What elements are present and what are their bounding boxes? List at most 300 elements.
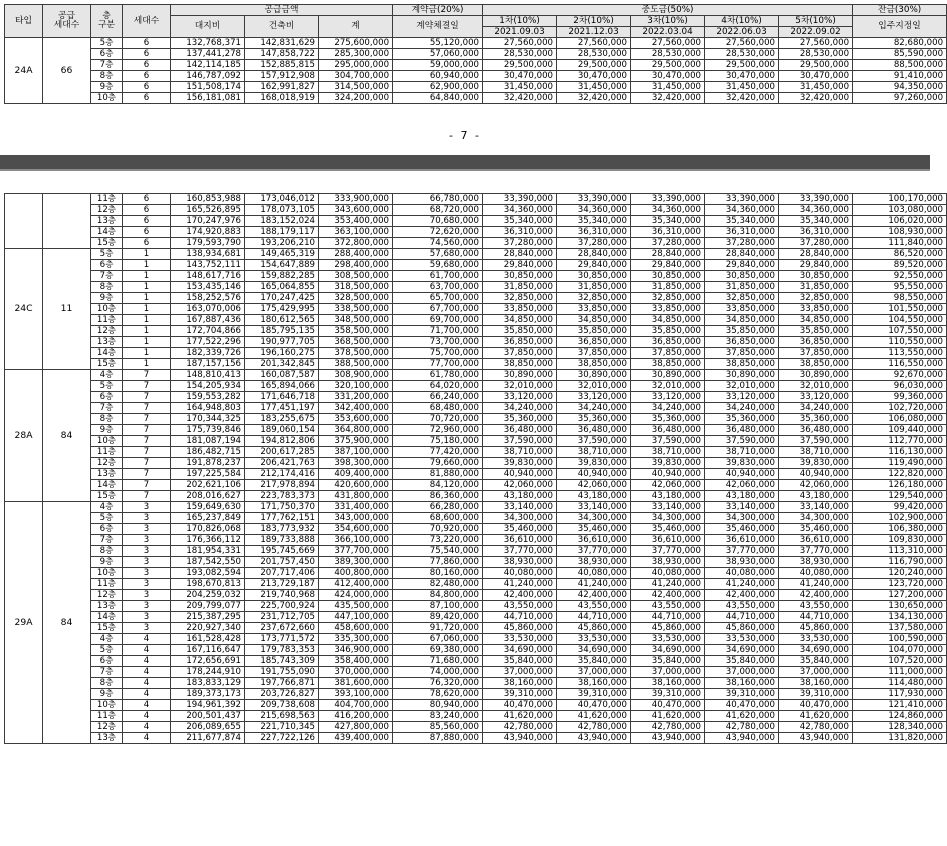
cell-land: 165,237,849	[171, 513, 245, 524]
cell-floor: 15층	[91, 623, 123, 634]
cell-contract: 80,160,000	[393, 568, 483, 579]
cell-interim-2: 36,310,000	[557, 227, 631, 238]
cell-total: 427,800,000	[319, 722, 393, 733]
cell-total: 308,500,000	[319, 271, 393, 282]
cell-interim-4: 35,340,000	[705, 216, 779, 227]
table-row	[5, 271, 947, 282]
cell-interim-3: 37,000,000	[631, 667, 705, 678]
cell-total: 338,500,000	[319, 304, 393, 315]
table-row	[5, 700, 947, 711]
cell-interim-5: 34,240,000	[779, 403, 853, 414]
cell-land: 187,542,550	[171, 557, 245, 568]
cell-units: 6	[123, 49, 171, 60]
cell-interim-5: 38,160,000	[779, 678, 853, 689]
cell-interim-5: 32,420,000	[779, 93, 853, 104]
cell-interim-2: 37,280,000	[557, 238, 631, 249]
cell-floor: 8층	[91, 71, 123, 82]
cell-contract: 77,420,000	[393, 447, 483, 458]
table-body-page-top	[5, 38, 947, 104]
price-table-continued	[4, 193, 947, 744]
cell-floor: 12층	[91, 326, 123, 337]
cell-interim-3: 41,240,000	[631, 579, 705, 590]
table-row	[5, 568, 947, 579]
cell-interim-3: 35,460,000	[631, 524, 705, 535]
table-row	[5, 49, 947, 60]
cell-contract: 61,780,000	[393, 370, 483, 381]
cell-interim-4: 43,180,000	[705, 491, 779, 502]
cell-balance: 116,790,000	[853, 557, 947, 568]
cell-total: 295,000,000	[319, 60, 393, 71]
header-supply-price: 공급금액	[171, 5, 393, 16]
cell-units: 6	[123, 238, 171, 249]
cell-interim-3: 32,010,000	[631, 381, 705, 392]
cell-interim-5: 38,710,000	[779, 447, 853, 458]
cell-floor: 7층	[91, 403, 123, 414]
cell-interim-2: 29,840,000	[557, 260, 631, 271]
cell-balance: 126,180,000	[853, 480, 947, 491]
cell-interim-4: 39,310,000	[705, 689, 779, 700]
cell-interim-4: 35,850,000	[705, 326, 779, 337]
cell-units: 6	[123, 93, 171, 104]
cell-interim-5: 38,850,000	[779, 359, 853, 370]
cell-interim-1: 39,310,000	[483, 689, 557, 700]
cell-interim-1: 32,010,000	[483, 381, 557, 392]
cell-interim-1: 28,530,000	[483, 49, 557, 60]
cell-units: 3	[123, 579, 171, 590]
cell-interim-5: 34,360,000	[779, 205, 853, 216]
price-table-page-bottom	[4, 193, 947, 744]
cell-land: 156,181,081	[171, 93, 245, 104]
cell-building: 142,831,629	[245, 38, 319, 49]
cell-interim-5: 42,400,000	[779, 590, 853, 601]
cell-land: 146,787,092	[171, 71, 245, 82]
cell-interim-1: 42,400,000	[483, 590, 557, 601]
header-supply-units-text: 공급 세대수	[53, 11, 80, 30]
cell-contract: 78,620,000	[393, 689, 483, 700]
cell-balance: 124,860,000	[853, 711, 947, 722]
cell-land: 143,752,111	[171, 260, 245, 271]
cell-floor: 5층	[91, 38, 123, 49]
cell-interim-3: 42,400,000	[631, 590, 705, 601]
cell-building: 183,773,932	[245, 524, 319, 535]
cell-interim-1: 36,850,000	[483, 337, 557, 348]
cell-total: 342,400,000	[319, 403, 393, 414]
cell-total: 412,400,000	[319, 579, 393, 590]
cell-interim-2: 35,460,000	[557, 524, 631, 535]
cell-interim-4: 30,470,000	[705, 71, 779, 82]
cell-interim-1: 28,840,000	[483, 249, 557, 260]
cell-total: 435,500,000	[319, 601, 393, 612]
cell-total: 375,900,000	[319, 436, 393, 447]
cell-floor: 10층	[91, 93, 123, 104]
cell-building: 170,247,425	[245, 293, 319, 304]
cell-interim-3: 31,450,000	[631, 82, 705, 93]
cell-units: 3	[123, 568, 171, 579]
cell-supply-units: 11	[43, 249, 91, 370]
header-type: 타입	[5, 5, 43, 38]
cell-balance: 106,380,000	[853, 524, 947, 535]
cell-building: 162,991,827	[245, 82, 319, 93]
table-row	[5, 82, 947, 93]
cell-floor: 9층	[91, 557, 123, 568]
cell-interim-3: 30,470,000	[631, 71, 705, 82]
cell-interim-4: 45,860,000	[705, 623, 779, 634]
table-row	[5, 293, 947, 304]
cell-contract: 74,000,000	[393, 667, 483, 678]
cell-contract: 89,420,000	[393, 612, 483, 623]
cell-floor: 8층	[91, 282, 123, 293]
cell-contract: 73,220,000	[393, 535, 483, 546]
cell-floor: 5층	[91, 381, 123, 392]
cell-interim-5: 27,560,000	[779, 38, 853, 49]
cell-balance: 88,500,000	[853, 60, 947, 71]
cell-total: 353,400,000	[319, 216, 393, 227]
cell-units: 3	[123, 612, 171, 623]
cell-units: 3	[123, 623, 171, 634]
table-row	[5, 645, 947, 656]
header-land: 대지비	[171, 16, 245, 38]
cell-building: 194,812,806	[245, 436, 319, 447]
cell-interim-2: 34,850,000	[557, 315, 631, 326]
cell-total: 372,800,000	[319, 238, 393, 249]
cell-floor: 13층	[91, 469, 123, 480]
cell-total: 363,100,000	[319, 227, 393, 238]
cell-interim-2: 29,500,000	[557, 60, 631, 71]
header-move-in-date: 입주지정일	[853, 16, 947, 38]
cell-interim-2: 40,940,000	[557, 469, 631, 480]
table-row	[5, 590, 947, 601]
cell-total: 424,000,000	[319, 590, 393, 601]
cell-building: 206,421,763	[245, 458, 319, 469]
cell-land: 200,501,437	[171, 711, 245, 722]
cell-interim-5: 35,840,000	[779, 656, 853, 667]
cell-floor: 11층	[91, 194, 123, 205]
cell-balance: 97,260,000	[853, 93, 947, 104]
cell-contract: 87,880,000	[393, 733, 483, 744]
cell-contract: 85,560,000	[393, 722, 483, 733]
cell-interim-3: 40,470,000	[631, 700, 705, 711]
cell-interim-5: 33,120,000	[779, 392, 853, 403]
table-row	[5, 205, 947, 216]
cell-interim-2: 35,360,000	[557, 414, 631, 425]
cell-units: 3	[123, 546, 171, 557]
cell-building: 185,743,309	[245, 656, 319, 667]
cell-interim-1: 42,780,000	[483, 722, 557, 733]
cell-balance: 137,580,000	[853, 623, 947, 634]
cell-interim-5: 30,470,000	[779, 71, 853, 82]
table-row	[5, 359, 947, 370]
cell-interim-2: 34,240,000	[557, 403, 631, 414]
cell-land: 220,927,340	[171, 623, 245, 634]
cell-contract: 91,720,000	[393, 623, 483, 634]
cell-balance: 104,070,000	[853, 645, 947, 656]
header-floor-text: 층 구분	[98, 11, 115, 30]
cell-interim-5: 28,530,000	[779, 49, 853, 60]
table-row	[5, 403, 947, 414]
header-installment-5: 5차(10%)	[779, 16, 853, 27]
header-installment-1-date: 2021.09.03	[483, 27, 557, 38]
cell-interim-4: 43,940,000	[705, 733, 779, 744]
cell-interim-1: 33,390,000	[483, 194, 557, 205]
cell-interim-2: 32,850,000	[557, 293, 631, 304]
cell-interim-4: 31,450,000	[705, 82, 779, 93]
table-row	[5, 436, 947, 447]
cell-interim-2: 42,060,000	[557, 480, 631, 491]
cell-interim-2: 38,930,000	[557, 557, 631, 568]
cell-interim-1: 31,450,000	[483, 82, 557, 93]
cell-interim-3: 38,930,000	[631, 557, 705, 568]
cell-units: 3	[123, 502, 171, 513]
cell-interim-1: 43,550,000	[483, 601, 557, 612]
cell-balance: 102,720,000	[853, 403, 947, 414]
cell-floor: 12층	[91, 205, 123, 216]
cell-total: 389,300,000	[319, 557, 393, 568]
cell-units: 7	[123, 370, 171, 381]
cell-interim-5: 34,850,000	[779, 315, 853, 326]
cell-building: 177,451,197	[245, 403, 319, 414]
cell-total: 420,600,000	[319, 480, 393, 491]
cell-contract: 75,700,000	[393, 348, 483, 359]
cell-supply-units: 66	[43, 38, 91, 104]
cell-units: 3	[123, 513, 171, 524]
cell-contract: 64,020,000	[393, 381, 483, 392]
cell-contract: 70,720,000	[393, 414, 483, 425]
cell-building: 165,894,066	[245, 381, 319, 392]
cell-balance: 113,550,000	[853, 348, 947, 359]
cell-interim-1: 37,850,000	[483, 348, 557, 359]
cell-interim-5: 37,770,000	[779, 546, 853, 557]
cell-contract: 66,280,000	[393, 502, 483, 513]
cell-floor: 14층	[91, 348, 123, 359]
cell-total: 324,200,000	[319, 93, 393, 104]
cell-interim-4: 34,850,000	[705, 315, 779, 326]
cell-contract: 71,680,000	[393, 656, 483, 667]
cell-building: 197,766,871	[245, 678, 319, 689]
cell-building: 179,783,353	[245, 645, 319, 656]
cell-building: 219,740,968	[245, 590, 319, 601]
cell-interim-1: 37,280,000	[483, 238, 557, 249]
cell-interim-1: 38,160,000	[483, 678, 557, 689]
cell-balance: 91,410,000	[853, 71, 947, 82]
table-row	[5, 667, 947, 678]
cell-interim-2: 32,010,000	[557, 381, 631, 392]
cell-interim-1: 35,460,000	[483, 524, 557, 535]
cell-interim-3: 33,530,000	[631, 634, 705, 645]
cell-interim-4: 29,840,000	[705, 260, 779, 271]
cell-land: 189,373,173	[171, 689, 245, 700]
cell-floor: 4층	[91, 502, 123, 513]
cell-interim-3: 28,840,000	[631, 249, 705, 260]
cell-total: 431,800,000	[319, 491, 393, 502]
cell-interim-4: 36,480,000	[705, 425, 779, 436]
cell-building: 185,795,135	[245, 326, 319, 337]
cell-floor: 5층	[91, 513, 123, 524]
cell-interim-1: 34,850,000	[483, 315, 557, 326]
cell-balance: 82,680,000	[853, 38, 947, 49]
cell-interim-4: 30,890,000	[705, 370, 779, 381]
cell-interim-2: 31,850,000	[557, 282, 631, 293]
cell-interim-4: 37,770,000	[705, 546, 779, 557]
cell-building: 165,064,855	[245, 282, 319, 293]
cell-balance: 129,540,000	[853, 491, 947, 502]
cell-supply-units: 84	[43, 370, 91, 502]
cell-land: 198,670,813	[171, 579, 245, 590]
table-row	[5, 733, 947, 744]
cell-interim-2: 34,360,000	[557, 205, 631, 216]
cell-balance: 131,820,000	[853, 733, 947, 744]
table-row	[5, 546, 947, 557]
cell-contract: 73,700,000	[393, 337, 483, 348]
cell-interim-3: 44,710,000	[631, 612, 705, 623]
cell-land: 183,833,129	[171, 678, 245, 689]
cell-interim-3: 43,550,000	[631, 601, 705, 612]
cell-interim-2: 30,470,000	[557, 71, 631, 82]
header-floor	[91, 5, 123, 38]
cell-total: 398,300,000	[319, 458, 393, 469]
cell-contract: 71,700,000	[393, 326, 483, 337]
table-body-page-bottom	[5, 194, 947, 744]
cell-building: 196,160,275	[245, 348, 319, 359]
cell-interim-5: 43,550,000	[779, 601, 853, 612]
cell-contract: 68,720,000	[393, 205, 483, 216]
cell-contract: 84,120,000	[393, 480, 483, 491]
cell-interim-1: 36,480,000	[483, 425, 557, 436]
price-table-page-top	[4, 4, 947, 104]
cell-interim-3: 36,480,000	[631, 425, 705, 436]
cell-balance: 96,030,000	[853, 381, 947, 392]
cell-floor: 11층	[91, 315, 123, 326]
cell-building: 177,762,151	[245, 513, 319, 524]
cell-units: 4	[123, 634, 171, 645]
header-supply-units	[43, 5, 91, 38]
cell-units: 1	[123, 271, 171, 282]
cell-balance: 111,000,000	[853, 667, 947, 678]
cell-interim-2: 28,840,000	[557, 249, 631, 260]
cell-interim-3: 34,240,000	[631, 403, 705, 414]
cell-interim-4: 32,850,000	[705, 293, 779, 304]
cell-building: 173,046,012	[245, 194, 319, 205]
cell-land: 159,553,282	[171, 392, 245, 403]
cell-interim-4: 40,470,000	[705, 700, 779, 711]
cell-balance: 112,770,000	[853, 436, 947, 447]
cell-building: 221,710,345	[245, 722, 319, 733]
cell-type: 28A	[5, 370, 43, 502]
cell-interim-4: 28,840,000	[705, 249, 779, 260]
cell-interim-3: 35,850,000	[631, 326, 705, 337]
cell-interim-4: 35,460,000	[705, 524, 779, 535]
cell-balance: 89,520,000	[853, 260, 947, 271]
cell-interim-4: 44,710,000	[705, 612, 779, 623]
cell-units: 6	[123, 194, 171, 205]
cell-building: 175,429,995	[245, 304, 319, 315]
cell-interim-3: 34,360,000	[631, 205, 705, 216]
cell-units: 6	[123, 38, 171, 49]
cell-interim-5: 43,940,000	[779, 733, 853, 744]
cell-floor: 6층	[91, 49, 123, 60]
cell-interim-5: 28,840,000	[779, 249, 853, 260]
cell-interim-2: 33,390,000	[557, 194, 631, 205]
cell-land: 206,089,655	[171, 722, 245, 733]
cell-contract: 57,060,000	[393, 49, 483, 60]
cell-interim-2: 39,310,000	[557, 689, 631, 700]
cell-interim-5: 41,240,000	[779, 579, 853, 590]
cell-interim-3: 33,390,000	[631, 194, 705, 205]
cell-balance: 121,410,000	[853, 700, 947, 711]
cell-interim-2: 34,300,000	[557, 513, 631, 524]
cell-balance: 109,830,000	[853, 535, 947, 546]
cell-interim-4: 36,310,000	[705, 227, 779, 238]
cell-interim-1: 41,620,000	[483, 711, 557, 722]
cell-floor: 11층	[91, 447, 123, 458]
cell-building: 193,206,210	[245, 238, 319, 249]
table-row	[5, 38, 947, 49]
cell-balance: 113,310,000	[853, 546, 947, 557]
cell-interim-2: 33,530,000	[557, 634, 631, 645]
cell-interim-1: 39,830,000	[483, 458, 557, 469]
cell-units: 1	[123, 359, 171, 370]
cell-interim-3: 34,690,000	[631, 645, 705, 656]
cell-interim-1: 34,240,000	[483, 403, 557, 414]
cell-type: 24A	[5, 38, 43, 104]
cell-total: 318,500,000	[319, 282, 393, 293]
cell-total: 320,100,000	[319, 381, 393, 392]
cell-balance: 100,170,000	[853, 194, 947, 205]
table-row	[5, 282, 947, 293]
cell-balance: 130,650,000	[853, 601, 947, 612]
cell-total: 304,700,000	[319, 71, 393, 82]
cell-interim-2: 30,850,000	[557, 271, 631, 282]
page-break-shadow	[0, 169, 930, 171]
cell-land: 161,528,428	[171, 634, 245, 645]
cell-balance: 100,590,000	[853, 634, 947, 645]
cell-contract: 77,860,000	[393, 557, 483, 568]
cell-interim-1: 37,590,000	[483, 436, 557, 447]
cell-floor: 6층	[91, 392, 123, 403]
cell-building: 227,722,126	[245, 733, 319, 744]
cell-interim-1: 35,360,000	[483, 414, 557, 425]
cell-balance: 123,720,000	[853, 579, 947, 590]
cell-floor: 4층	[91, 634, 123, 645]
cell-interim-1: 43,180,000	[483, 491, 557, 502]
cell-interim-2: 37,770,000	[557, 546, 631, 557]
cell-floor: 14층	[91, 480, 123, 491]
cell-interim-1: 44,710,000	[483, 612, 557, 623]
cell-interim-1: 38,710,000	[483, 447, 557, 458]
table-row	[5, 93, 947, 104]
cell-interim-3: 41,620,000	[631, 711, 705, 722]
table-row	[5, 315, 947, 326]
cell-floor: 9층	[91, 82, 123, 93]
cell-total: 353,600,000	[319, 414, 393, 425]
cell-interim-3: 33,850,000	[631, 304, 705, 315]
table-row	[5, 260, 947, 271]
cell-type: 29A	[5, 502, 43, 744]
cell-units: 4	[123, 645, 171, 656]
cell-interim-2: 35,340,000	[557, 216, 631, 227]
cell-units: 7	[123, 491, 171, 502]
cell-balance: 107,550,000	[853, 326, 947, 337]
cell-contract: 62,900,000	[393, 82, 483, 93]
cell-units: 3	[123, 557, 171, 568]
cell-contract: 64,840,000	[393, 93, 483, 104]
cell-interim-1: 29,500,000	[483, 60, 557, 71]
table-row	[5, 601, 947, 612]
cell-interim-3: 43,180,000	[631, 491, 705, 502]
cell-units: 1	[123, 304, 171, 315]
cell-balance: 117,930,000	[853, 689, 947, 700]
cell-interim-4: 28,530,000	[705, 49, 779, 60]
cell-interim-3: 40,080,000	[631, 568, 705, 579]
